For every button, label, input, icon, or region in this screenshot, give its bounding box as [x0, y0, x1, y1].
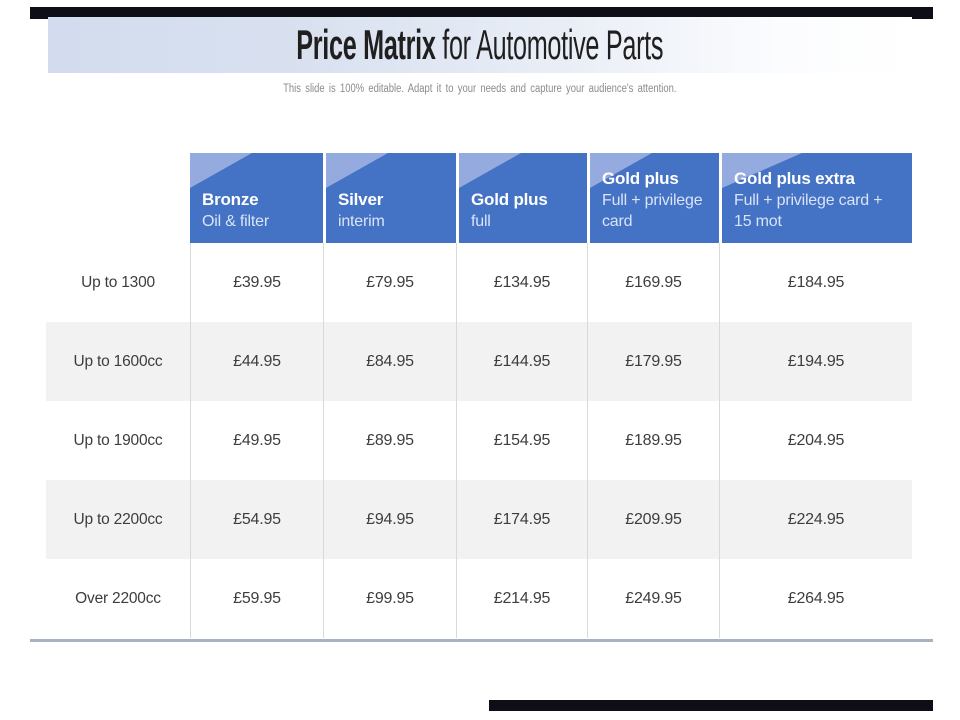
row-label: Up to 2200cc	[46, 480, 190, 559]
column-title: Bronze	[202, 190, 259, 209]
corner-triangle	[326, 153, 388, 188]
bottom-accent-bar	[489, 700, 933, 711]
column-header-gold-plus-privilege	[587, 153, 719, 243]
price-cell: £194.95	[719, 322, 912, 401]
price-cell: £204.95	[719, 401, 912, 480]
price-cell: £209.95	[587, 480, 719, 559]
price-cell: £59.95	[190, 559, 323, 638]
title-band	[48, 17, 912, 73]
page-title-rest: for Automotive Parts	[435, 21, 664, 68]
bottom-divider-line	[30, 639, 933, 642]
price-cell: £224.95	[719, 480, 912, 559]
page-subtitle	[0, 79, 960, 97]
column-subtitle: Oil & filter	[202, 213, 269, 230]
price-cell: £264.95	[719, 559, 912, 638]
price-cell: £174.95	[456, 480, 587, 559]
column-header-gold-plus-extra	[719, 153, 912, 243]
column-title: Silver	[338, 190, 384, 209]
column-subtitle: interim	[338, 213, 385, 230]
column-subtitle: Full + privilege card +	[734, 192, 883, 209]
column-header-gold-plus	[456, 153, 587, 243]
price-cell: £99.95	[323, 559, 456, 638]
page-title	[297, 21, 664, 69]
price-cell: £94.95	[323, 480, 456, 559]
price-cell: £154.95	[456, 401, 587, 480]
column-title: Gold plus	[471, 190, 548, 209]
page-title-emphasis: Price Matrix	[296, 21, 436, 68]
price-cell: £44.95	[190, 322, 323, 401]
price-cell: £144.95	[456, 322, 587, 401]
price-matrix-table	[46, 153, 912, 638]
price-cell: £89.95	[323, 401, 456, 480]
column-subtitle: 15 mot	[734, 213, 782, 230]
price-cell: £214.95	[456, 559, 587, 638]
price-cell: £39.95	[190, 243, 323, 322]
row-label: Up to 1900cc	[46, 401, 190, 480]
price-cell: £49.95	[190, 401, 323, 480]
price-cell: £184.95	[719, 243, 912, 322]
price-cell: £84.95	[323, 322, 456, 401]
price-cell: £249.95	[587, 559, 719, 638]
row-label: Up to 1300	[46, 243, 190, 322]
price-cell: £189.95	[587, 401, 719, 480]
price-cell: £134.95	[456, 243, 587, 322]
column-subtitle: Full + privilege	[602, 192, 703, 209]
price-cell: £179.95	[587, 322, 719, 401]
page-subtitle-text: This slide is 100% editable. Adapt it to your needs and capture your audience's attention.	[283, 83, 677, 95]
row-label: Over 2200cc	[46, 559, 190, 638]
price-cell: £54.95	[190, 480, 323, 559]
column-title: Gold plus extra	[734, 169, 855, 188]
corner-cell	[46, 153, 190, 243]
price-cell: £169.95	[587, 243, 719, 322]
column-title: Gold plus	[602, 169, 679, 188]
row-label: Up to 1600cc	[46, 322, 190, 401]
price-cell: £79.95	[323, 243, 456, 322]
column-header-silver	[323, 153, 456, 243]
corner-triangle	[459, 153, 521, 188]
corner-triangle	[190, 153, 252, 188]
column-header-bronze	[190, 153, 323, 243]
column-subtitle: card	[602, 213, 633, 230]
column-subtitle: full	[471, 213, 491, 230]
